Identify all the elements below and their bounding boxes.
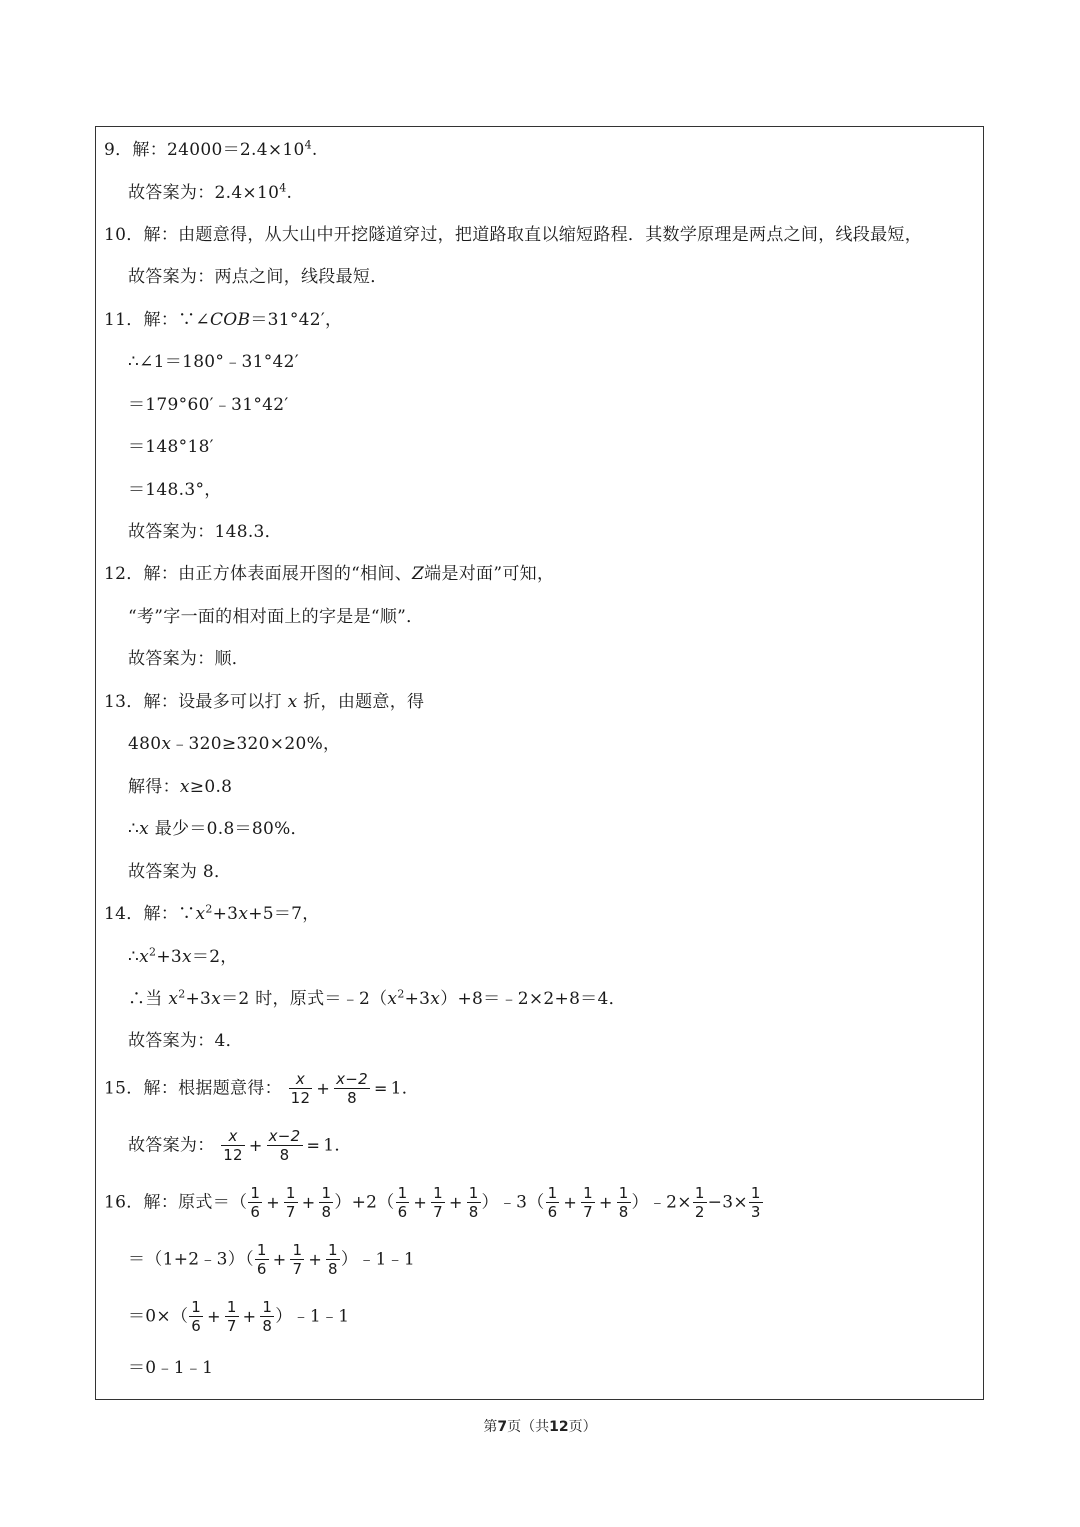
- q14-line-2: $\therefore x^2+3x=2$，: [128, 945, 238, 967]
- q15-line-2: 故答案为： $\frac{x}{12}$ + $\frac{x-2}{8}$ = 1．: [128, 1127, 352, 1164]
- fraction-one-eighth: $\frac{1}{8}$: [618, 1184, 629, 1221]
- fraction-one-seventh: $\frac{1}{7}$: [226, 1298, 237, 1335]
- fraction-one-sixth: $\frac{1}{6}$: [191, 1298, 202, 1335]
- fraction-one-eighth: $\frac{1}{8}$: [468, 1184, 479, 1221]
- page-footer: 第7页（共12页）: [483, 1419, 597, 1435]
- q9-line-2: 故答案为：$2.4\times 10^4$.: [128, 181, 293, 203]
- q12-line-3: 故答案为：顺．: [128, 649, 250, 669]
- q11-line-5: ＝148.3°，: [128, 480, 222, 500]
- fraction-one-seventh: $\frac{1}{7}$: [292, 1241, 303, 1278]
- q13-line-1: 13．解：设最多可以打 x 折，由题意，得: [104, 692, 425, 712]
- fraction-one-sixth: $\frac{1}{6}$: [250, 1184, 261, 1221]
- q9-line-1: 9．解：$24000=2.4\times 10^4$.: [104, 138, 318, 160]
- q11-line-1: 11．解：∵∠COB＝31°42′，: [104, 310, 343, 330]
- q16-line-3: ＝0×（ $\frac{1}{6}$ + $\frac{1}{7}$ + $\frac{1}{8}$ ）﹣1﹣1: [128, 1298, 350, 1335]
- q10-line-1: 10．解：由题意得，从大山中开挖隧道穿过，把道路取直以缩短路程．其数学原理是两点之间，线段最短，: [104, 225, 923, 245]
- fraction-one-eighth: $\frac{1}{8}$: [321, 1184, 332, 1221]
- q14-line-4: 故答案为：4．: [128, 1031, 243, 1051]
- q11-line-2: ∴∠1＝180°﹣31°42′: [128, 352, 299, 372]
- fraction-x-minus-2-over-8: $\frac{x-2}{8}$: [336, 1070, 368, 1107]
- fraction-one-seventh: $\frac{1}{7}$: [583, 1184, 593, 1221]
- q14-line-3: ∴当 $x^2+3x=2$ 时，原式$=﹣2(x^2+3x)+8=﹣2\times 2+8=4$．: [128, 987, 626, 1009]
- q12-line-1: 12．解：由正方体表面展开图的“相间、Z端是对面”可知，: [104, 564, 555, 584]
- q11-line-3: ＝179°60′﹣31°42′: [128, 395, 289, 415]
- q11-line-4: ＝148°18′: [128, 437, 214, 457]
- q13-line-2: 480x﹣320≥320×20%，: [128, 734, 341, 754]
- page-number: 7: [497, 1419, 508, 1435]
- q12-line-2: “考”字一面的相对面上的字是是“顺”．: [128, 607, 424, 627]
- fraction-x-minus-2-over-8: $\frac{x-2}{8}$: [268, 1127, 301, 1164]
- q10-line-2: 故答案为：两点之间，线段最短．: [128, 267, 388, 287]
- fraction-one-sixth: $\frac{1}{6}$: [547, 1184, 558, 1221]
- q13-line-4: ∴x 最少＝0.8＝80%．: [128, 819, 308, 839]
- q16-line-4: ＝0﹣1﹣1: [128, 1358, 214, 1378]
- q13-line-5: 故答案为 8．: [128, 862, 232, 882]
- fraction-one-half: $\frac{1}{2}$: [694, 1184, 705, 1221]
- q11-line-6: 故答案为：148.3．: [128, 522, 282, 542]
- fraction-one-seventh: $\frac{1}{7}$: [433, 1184, 443, 1221]
- q15-line-1: 15．解：根据题意得： $\frac{x}{12}$ + $\frac{x-2}{8}$ = 1．: [104, 1070, 420, 1107]
- q14-line-1: 14．解：$\because x^2+3x+5=7$，: [104, 902, 320, 924]
- q16-line-2: ＝（1+2﹣3）（ $\frac{1}{6}$ + $\frac{1}{7}$ + $\frac{1}{8}$ ）﹣1﹣1: [128, 1241, 416, 1278]
- fraction-one-sixth: $\frac{1}{6}$: [397, 1184, 408, 1221]
- total-pages: 12: [549, 1419, 569, 1435]
- q16-line-1: 16．解：原式＝（ $\frac{1}{6}$ + $\frac{1}{7}$ + $\frac{1}{8}$ ）+2（ $\frac{1}{6}$ + $\frac{1}{7}$ + $\frac{1}{8}$ ）﹣3（ $\frac{1}{6}$ + $\frac{1}{7}$ + $\frac{1}{8}$ ）﹣2× $\frac{1}{2}$ −3× $\frac{1}{3}$: [104, 1184, 761, 1221]
- fraction-one-seventh: $\frac{1}{7}$: [285, 1184, 296, 1221]
- fraction-x-over-12: $\frac{x}{12}$: [290, 1070, 311, 1107]
- fraction-one-eighth: $\frac{1}{8}$: [262, 1298, 273, 1335]
- q13-line-3: 解得：x≥0.8: [128, 777, 233, 797]
- fraction-one-sixth: $\frac{1}{6}$: [256, 1241, 267, 1278]
- fraction-one-eighth: $\frac{1}{8}$: [328, 1241, 338, 1278]
- fraction-one-third: $\frac{1}{3}$: [750, 1184, 761, 1221]
- fraction-x-over-12: $\frac{x}{12}$: [223, 1127, 243, 1164]
